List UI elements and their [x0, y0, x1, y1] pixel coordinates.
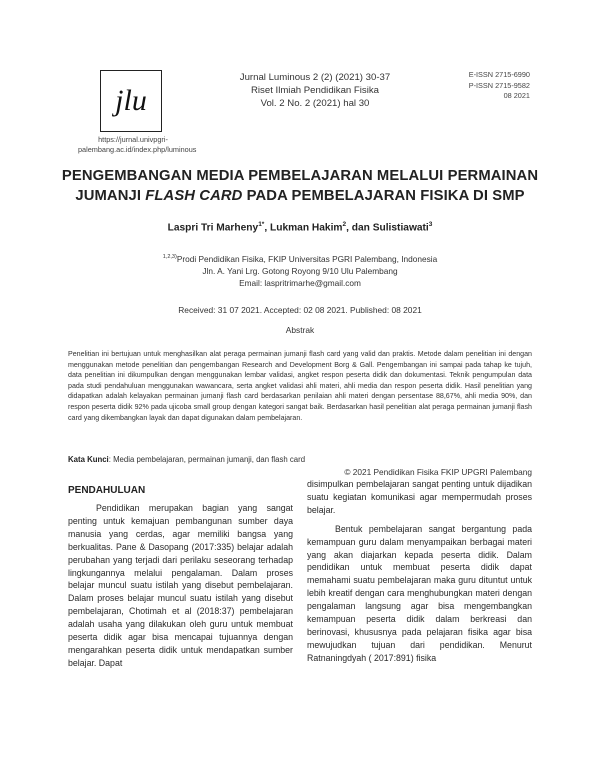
issn-block [440, 70, 530, 102]
journal-logo: jlu [100, 70, 162, 132]
title-line-2: JUMANJI FLASH CARD PADA PEMBELAJARAN FISIKA DI SMP [75, 188, 525, 204]
publication-dates: Received: 31 07 2021. Accepted: 02 08 2021. Published: 08 2021 [178, 305, 422, 315]
article-title [60, 166, 540, 206]
body-column-left [68, 485, 293, 670]
journal-citation: Jurnal Luminous 2 (2) (2021) 30-37 [239, 72, 391, 83]
author-2: , Lukman Hakim [264, 222, 343, 234]
eissn: E-ISSN 2715-6990 [468, 70, 530, 79]
author-1: Laspri Tri Marheny [167, 222, 259, 234]
section-heading: PENDAHULUAN [68, 485, 146, 496]
abstract-text: Penelitian ini bertujuan untuk menghasilkan alat peraga permainan jumanji flash card yang valid dan praktis. Metode dalam penelitian ini dengan menggunakan metode penelitian dan pengembangan Research and Development Borg & Gall. Pengembangan ini sampai pada tahap ke tujuh, data penelitian ini dikumpulkan dengan menggunakan lembar validasi, angket respon peserta didik dan dokumentasi. Teknik pengumpulan data pada studi pendahuluan menggunakan wawancara, serta angket validasi ahli materi, ahli media dan respon peserta didik. Hasil penelitian yang didapatkan adalah kelayakan permainan jumanji flash card berdasarkan penilaian ahli materi dengan persentase 88,67%, ahli media 90%, dan respon peserta didik 92% pada ujicoba small group dengan kategori sangat baik. Berdasarkan hasil penelitian alat peraga permainan jumanji flash card yang dikembangkan layak dan dapat digunakan dalam pembelajaran. [68, 350, 532, 422]
copyright: © 2021 Pendidikan Fisika FKIP UPGRI Palembang [344, 467, 532, 477]
journal-url-link[interactable]: https://jurnal.univpgri-palembang.ac.id/index.php/luminous [78, 135, 197, 154]
pissn: P-ISSN 2715-9582 [468, 80, 530, 90]
author-email: Email: laspritrimarhe@gmail.com [239, 277, 361, 288]
keywords-label: Kata Kunci [68, 455, 109, 464]
journal-subtitle: Riset Ilmiah Pendidikan Fisika [251, 85, 379, 96]
abstract-heading: Abstrak [285, 325, 315, 335]
issue-date: 08 2021 [503, 91, 530, 100]
affiliation: $^{1,2,3)}$Prodi Pendidikan Fisika, FKIP Universitas PGRI Palembang, Indonesia Jln. A. Yani Lrg. Gotong Royong 9/10 Ulu Palembang Email: laspritrimarhe@gmail.com [60, 251, 540, 289]
paragraph: Pendidikan merupakan bagian yang sangat penting untuk kemajuan pembangunan sumber daya manusia yang cerdas, agar memiliki bangsa yang berkualitas. Pane & Dasopang (2017:335) belajar adalah perubahan yang terjadi dari perilaku seseorang terhadap lingkungannya melalui pengalaman. Dalam proses belajar muncul suatu istilah yang disebut pembelajaran. Dalam proses belajar muncul suatu istilah yang disebut pembelajaran, Chotimah et al (2018:37) pembelajaran adalah usaha yang dilakukan oleh guru untuk membuat peserta didik agar bisa mencapai tujuannya dengan mengarahkan peserta didik untuk mendapatkan sumber belajar. Dapat [68, 503, 293, 668]
paragraph: disimpulkan pembelajaran sangat penting untuk dijadikan suatu kegiatan komunikasi agar mempermudah proses belajar. [307, 479, 532, 515]
journal-volume: Vol. 2 No. 2 (2021) hal 30 [260, 98, 370, 109]
journal-info [200, 71, 430, 110]
author-list: Laspri Tri Marheny$^{1*}$, Lukman Hakim$^2$, dan Sulistiawati$^3$ [167, 221, 433, 234]
keywords: Kata Kunci: Media pembelajaran, permainan jumanji, dan flash card [68, 455, 306, 464]
paragraph: Bentuk pembelajaran sangat bergantung pada kemampuan guru dalam menyampaikan berbagai materi yang akan diajarkan kepada peserta didik. Dalam pendidikan untuk membuat peserta didik dapat memahami suatu pembelajaran maka guru dituntut untuk lebih kreatif dengan cara menghubungkan materi dengan pengalaman langsung agar bisa mengembangkan kemampuan peserta didik dalam berkreasi dan berinovasi, khususnya pada pelajaran fisika agar bisa mewujudkan tujuan dari pendidikan. Menurut Ratnaningdyah ( 2017:891) fisika [307, 523, 532, 663]
title-line-1: PENGEMBANGAN MEDIA PEMBELAJARAN MELALUI PERMAINAN [61, 168, 539, 184]
body-column-right [307, 467, 532, 665]
author-3: , dan Sulistiawati [346, 222, 429, 234]
